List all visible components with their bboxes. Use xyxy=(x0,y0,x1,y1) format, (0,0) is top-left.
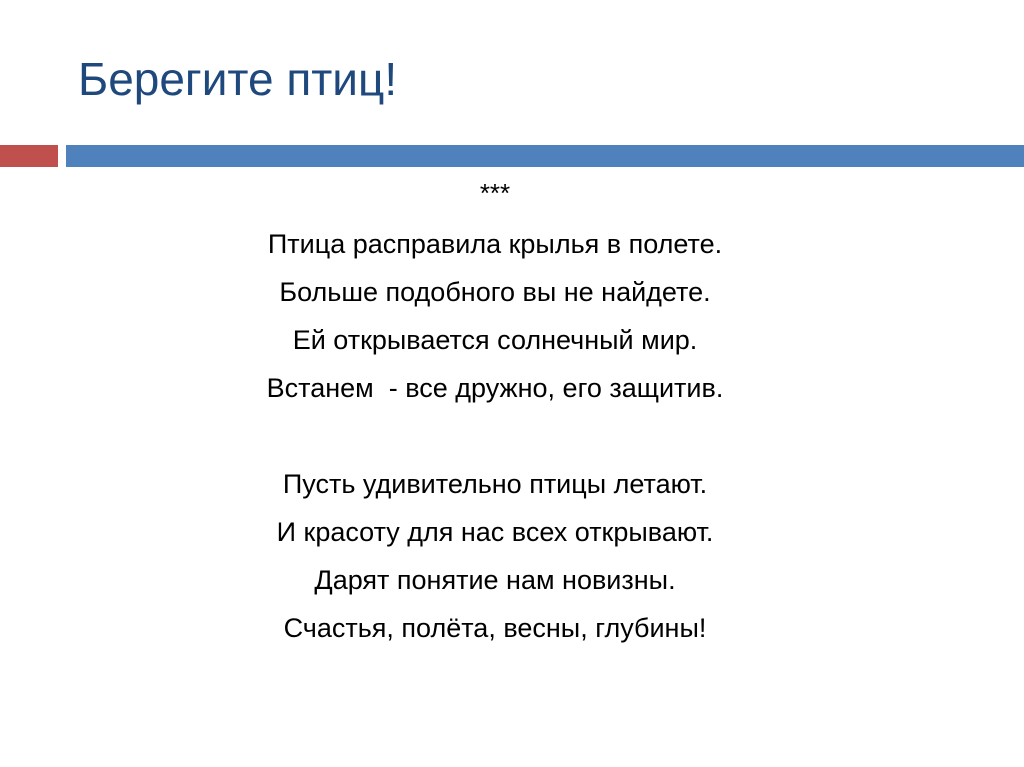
slide-title: Берегите птиц! xyxy=(78,53,398,105)
poem-line: Птица расправила крылья в полете. xyxy=(267,229,723,259)
poem-stanza-2 xyxy=(0,460,990,652)
poem-line: И красоту для нас всех открывают. xyxy=(276,517,714,547)
poem-line: Пусть удивительно птицы летают. xyxy=(282,469,708,499)
poem-line: Дарят понятие нам новизны. xyxy=(314,565,676,595)
poem-line: Счастья, полёта, весны, глубины! xyxy=(283,613,707,643)
poem-stars: *** xyxy=(479,178,511,208)
title-accent-bar-red xyxy=(0,145,58,167)
title-accent-bar-blue xyxy=(66,145,1024,167)
poem-line: Больше подобного вы не найдете. xyxy=(279,277,711,307)
poem-line: Встанем - все дружно, его защитив. xyxy=(266,373,724,403)
poem-line: Ей открывается солнечный мир. xyxy=(292,325,698,355)
poem-stanza-1 xyxy=(0,220,990,412)
